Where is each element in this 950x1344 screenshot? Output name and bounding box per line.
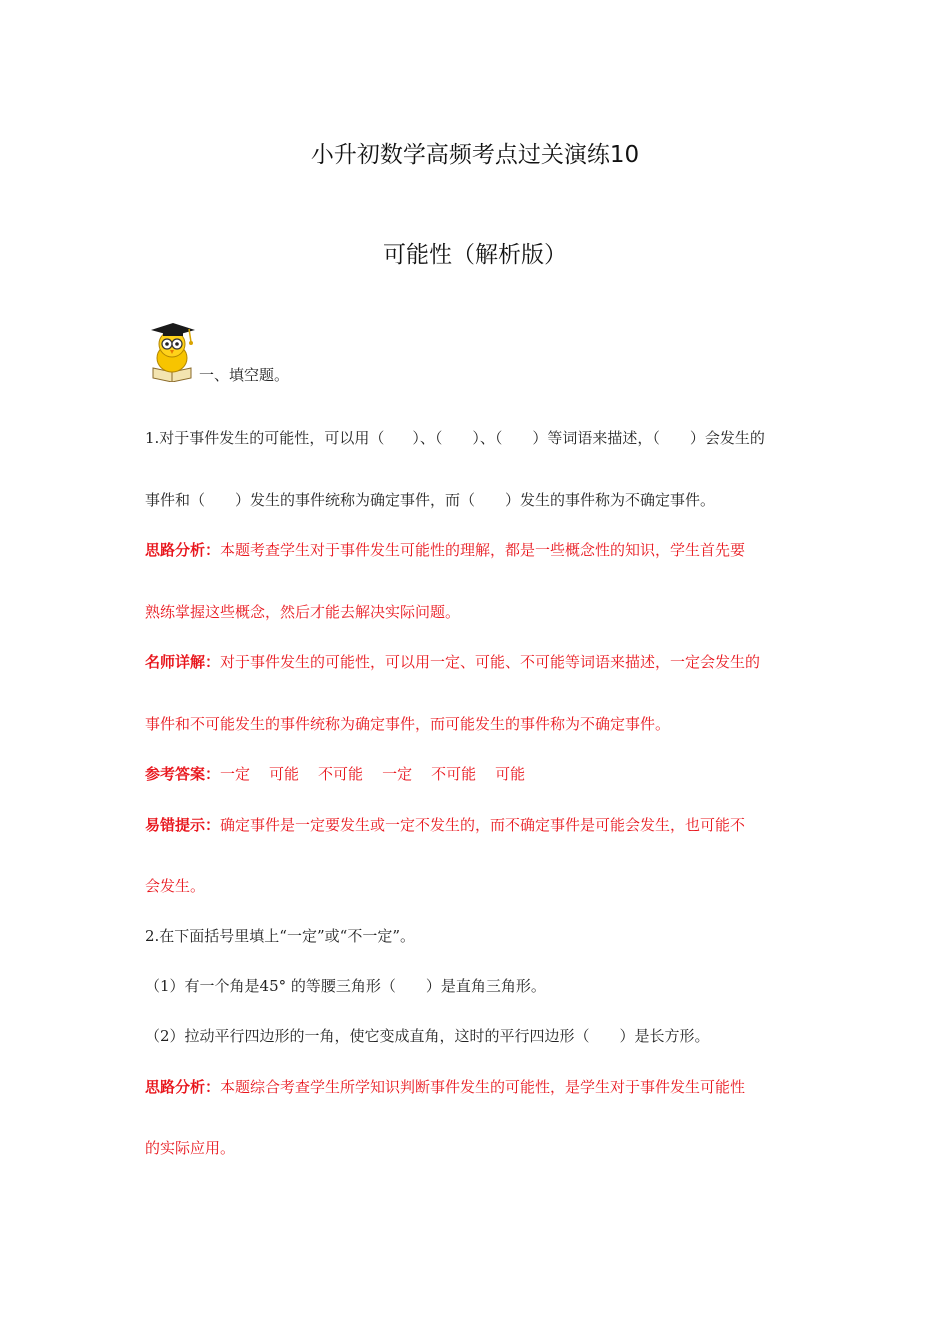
page-subtitle: 可能性（解析版） — [383, 242, 567, 268]
page-title: 小升初数学高频考点过关演练10 — [310, 142, 640, 168]
analysis-text: 本题考查学生对于事件发生可能性的理解，都是一些概念性的知识，学生首先要 — [220, 541, 746, 559]
question-1-line-1 — [145, 428, 765, 448]
q1-text-e: ）会发生的 — [689, 429, 765, 447]
answer-label: 参考答案： — [145, 765, 221, 783]
section-header — [143, 322, 443, 382]
answer-item: 一定 — [382, 765, 413, 783]
analysis-text: 本题综合考查学生所学知识判断事件发生的可能性，是学生对于事件发生可能性 — [220, 1078, 746, 1096]
q1-text-d: ）等词语来描述，（ — [532, 429, 660, 447]
analysis-label: 思路分析： — [145, 1078, 221, 1096]
q1-text-h: ）发生的事件称为不确定事件。 — [505, 491, 716, 509]
explain-text: 对于事件发生的可能性，可以用一定、可能、不可能等词语来描述，一定会发生的 — [220, 653, 761, 671]
answer-item: 一定 — [220, 765, 251, 783]
answer-item: 可能 — [495, 765, 526, 783]
q1-text-f: 事件和（ — [145, 491, 206, 509]
q1-analysis-line-2: 熟练掌握这些概念，然后才能去解决实际问题。 — [145, 603, 461, 621]
q2-p1-text-a: （1）有一个角是45° 的等腰三角形（ — [145, 977, 396, 995]
q2-p2-text-b: ）是长方形。 — [619, 1027, 710, 1045]
q1-text-g: ）发生的事件统称为确定事件，而（ — [235, 491, 476, 509]
answer-item: 不可能 — [318, 765, 364, 783]
q1-text-c: ）、（ — [472, 429, 503, 447]
q1-explain-line-2: 事件和不可能发生的事件统称为确定事件，而可能发生的事件称为不确定事件。 — [145, 715, 671, 733]
answer-item: 不可能 — [431, 765, 477, 783]
q1-tip-line-2: 会发生。 — [145, 877, 206, 895]
q1-analysis-line-1 — [145, 540, 745, 560]
q2-p1-text-b: ）是直角三角形。 — [425, 977, 546, 995]
question-2-part-1 — [145, 976, 546, 996]
graduate-mascot-icon — [143, 322, 201, 382]
analysis-label: 思路分析： — [145, 541, 221, 559]
q2-analysis-line-2: 的实际应用。 — [145, 1139, 236, 1157]
q1-answer-line — [145, 764, 544, 784]
question-2-part-2 — [145, 1026, 710, 1046]
question-2-stem: 2.在下面括号里填上“一定”或“不一定”。 — [145, 927, 415, 945]
section-title: 一、填空题。 — [199, 366, 290, 384]
q1-tip-line-1 — [145, 815, 745, 835]
explain-label: 名师详解： — [145, 653, 221, 671]
tip-label: 易错提示： — [145, 816, 221, 834]
q2-analysis-line-1 — [145, 1077, 745, 1097]
q2-p2-text-a: （2）拉动平行四边形的一角，使它变成直角，这时的平行四边形（ — [145, 1027, 590, 1045]
q1-text-a: 1.对于事件发生的可能性，可以用（ — [145, 429, 385, 447]
q1-text-b: ）、（ — [412, 429, 443, 447]
answer-item: 可能 — [269, 765, 300, 783]
tip-text: 确定事件是一定要发生或一定不发生的，而不确定事件是可能会发生，也可能不 — [220, 816, 746, 834]
q1-explain-line-1 — [145, 652, 760, 672]
question-1-line-2 — [145, 490, 715, 510]
